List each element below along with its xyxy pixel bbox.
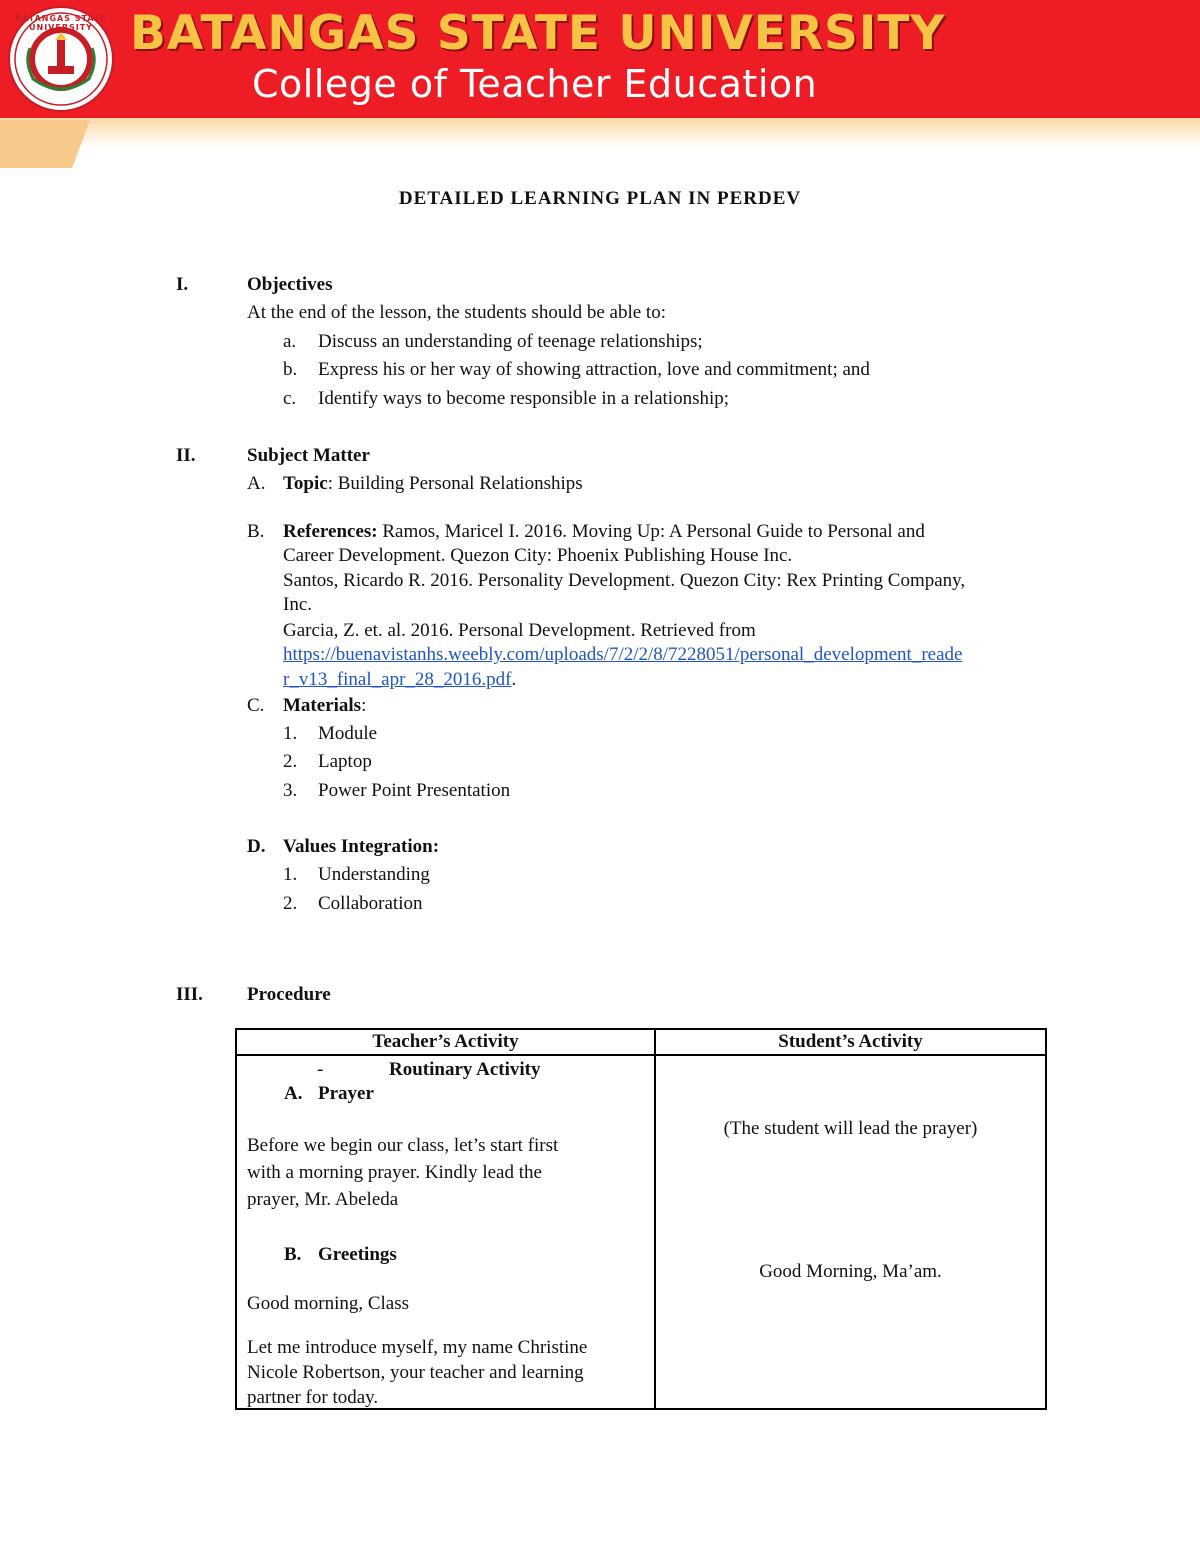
topic-line (283, 472, 583, 496)
section-heading-objectives: Objectives (247, 274, 333, 295)
greetings-marker: B. (284, 1244, 302, 1265)
section-heading-procedure: Procedure (247, 984, 331, 1005)
objective-marker: a. (283, 331, 297, 352)
objective-marker: b. (283, 359, 298, 380)
teacher-prayer-text: with a morning prayer. Kindly lead the (247, 1162, 542, 1183)
topic-marker: A. (247, 473, 266, 494)
references-marker: B. (247, 521, 265, 542)
table-header-teacher-activity: Teacher’s Activity (372, 1031, 519, 1052)
table-column-divider (654, 1030, 656, 1408)
seal-text: BATANGAS STATE UNIVERSITY (15, 14, 107, 32)
objective-marker: c. (283, 388, 297, 409)
topic-separator: : (327, 473, 338, 494)
topic-value: Building Personal Relationships (337, 473, 583, 494)
procedure-table (235, 1028, 1047, 1410)
university-name: BATANGAS STATE UNIVERSITY (130, 6, 946, 61)
reference-link-line (283, 643, 962, 667)
materials-label: Materials (283, 695, 362, 716)
material-item: Power Point Presentation (318, 780, 511, 801)
university-seal-logo (8, 6, 114, 112)
header-banner-shade (0, 118, 1200, 148)
section-numeral-procedure: III. (176, 984, 203, 1005)
topic-label: Topic (283, 473, 328, 494)
value-marker: 1. (283, 864, 298, 885)
teacher-prayer-text: Before we begin our class, let’s start first (247, 1135, 559, 1156)
prayer-label: Prayer (318, 1083, 374, 1104)
objective-item: Discuss an understanding of teenage relationships; (318, 331, 703, 352)
reference-text: Inc. (283, 594, 313, 615)
reference-text: Garcia, Z. et. al. 2016. Personal Development. Retrieved from (283, 620, 756, 641)
objectives-intro: At the end of the lesson, the students should be able to: (247, 302, 666, 323)
reference-link[interactable]: https://buenavistanhs.weebly.com/uploads/7/2/2/8/7228051/personal_development_reade (283, 644, 963, 665)
objective-item: Identify ways to become responsible in a relationship; (318, 388, 730, 409)
value-item: Collaboration (318, 893, 423, 914)
table-header-student-activity: Student’s Activity (778, 1031, 923, 1052)
college-name: College of Teacher Education (252, 62, 818, 106)
value-item: Understanding (318, 864, 430, 885)
references-line (283, 520, 925, 544)
materials-separator: : (361, 695, 367, 716)
reference-text: Ramos, Maricel I. 2016. Moving Up: A Personal Guide to Personal and (382, 521, 925, 542)
document-title: DETAILED LEARNING PLAN IN PERDEV (398, 188, 802, 209)
section-numeral-objectives: I. (176, 274, 189, 295)
material-item: Laptop (318, 751, 372, 772)
reference-text: Santos, Ricardo R. 2016. Personality Development. Quezon City: Rex Printing Company, (283, 570, 966, 591)
material-marker: 2. (283, 751, 298, 772)
teacher-intro-text: Nicole Robertson, your teacher and learning (247, 1362, 584, 1383)
student-greeting-response: Good Morning, Ma’am. (759, 1261, 942, 1282)
material-marker: 1. (283, 723, 298, 744)
reference-link-line (283, 668, 516, 692)
values-label: Values Integration: (283, 836, 440, 857)
objective-item: Express his or her way of showing attraction, love and commitment; and (318, 359, 870, 380)
values-marker: D. (247, 836, 266, 857)
routinary-activity-title: Routinary Activity (389, 1059, 541, 1080)
materials-line (283, 694, 366, 718)
section-heading-subject-matter: Subject Matter (247, 445, 370, 466)
reference-text: Career Development. Quezon City: Phoenix Publishing House Inc. (283, 545, 793, 566)
materials-marker: C. (247, 695, 265, 716)
material-item: Module (318, 723, 378, 744)
greetings-label: Greetings (318, 1244, 397, 1265)
header-banner-stripe (0, 120, 90, 168)
teacher-prayer-text: prayer, Mr. Abeleda (247, 1189, 399, 1210)
section-numeral-subject-matter: II. (176, 445, 196, 466)
reference-link-period: . (511, 669, 517, 690)
teacher-greeting-text: Good morning, Class (247, 1293, 410, 1314)
teacher-intro-text: Let me introduce myself, my name Christine (247, 1337, 588, 1358)
prayer-marker: A. (284, 1083, 303, 1104)
value-marker: 2. (283, 893, 298, 914)
references-label: References: (283, 521, 378, 542)
routinary-dash: - (317, 1059, 324, 1080)
procedure-table-header-row (237, 1030, 1045, 1056)
reference-link[interactable]: r_v13_final_apr_28_2016.pdf (283, 669, 512, 690)
material-marker: 3. (283, 780, 298, 801)
student-prayer-response: (The student will lead the prayer) (723, 1118, 978, 1139)
teacher-intro-text: partner for today. (247, 1387, 379, 1408)
